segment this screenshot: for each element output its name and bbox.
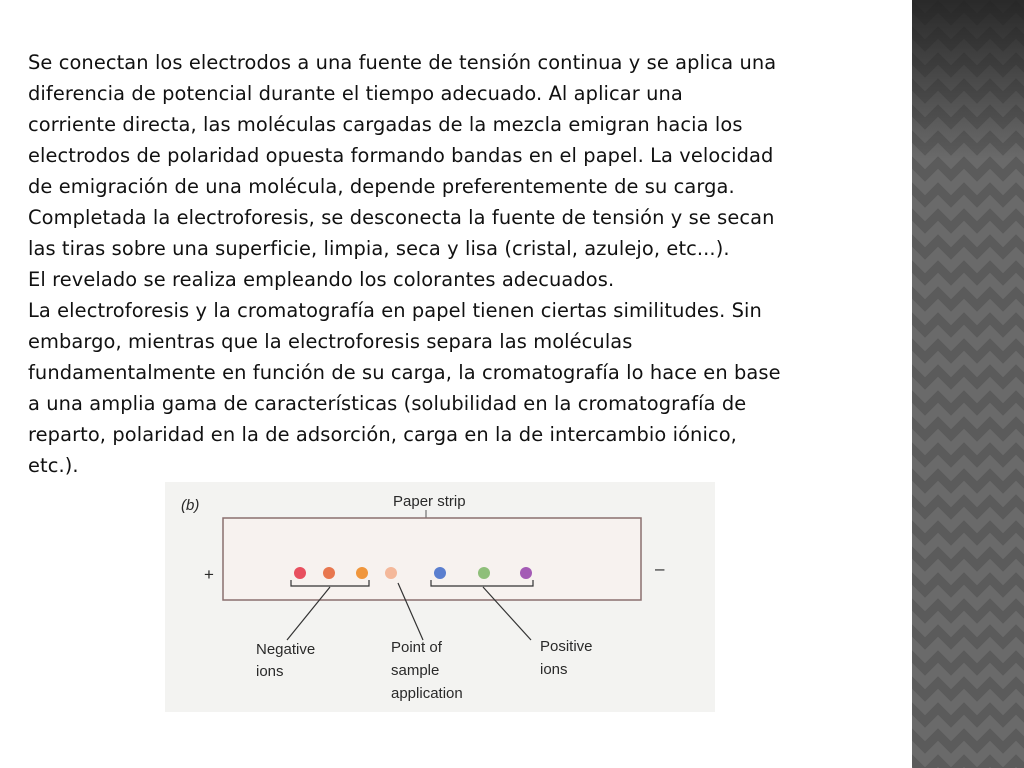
text-line: de emigración de una molécula, depende preferentemente de su carga. bbox=[28, 175, 735, 198]
text-line: electrodos de polaridad opuesta formando bandas en el papel. La velocidad bbox=[28, 144, 774, 167]
negative-ions-label-line2: ions bbox=[256, 663, 284, 680]
text-line: etc.). bbox=[28, 454, 79, 477]
text-line: La electroforesis y la cromatografía en papel tienen ciertas similitudes. Sin bbox=[28, 299, 762, 322]
decorative-side-pattern bbox=[912, 0, 1024, 768]
text-line: fundamentalmente en función de su carga, la cromatografía lo hace en base bbox=[28, 361, 781, 384]
text-line: Se conectan los electrodos a una fuente de tensión continua y se aplica una bbox=[28, 51, 777, 74]
negative-ion-dot-1 bbox=[294, 567, 306, 579]
sample-point-label-line2: sample bbox=[391, 662, 440, 679]
text-line: las tiras sobre una superficie, limpia, seca y lisa (cristal, azulejo, etc...). bbox=[28, 237, 730, 260]
sample-application-dot bbox=[385, 567, 397, 579]
text-line: reparto, polaridad en la de adsorción, carga en la de intercambio iónico, bbox=[28, 423, 737, 446]
negative-ions-label-line1: Negative bbox=[256, 641, 316, 658]
positive-ion-dot-2 bbox=[478, 567, 490, 579]
figure-panel-label: (b) bbox=[181, 497, 200, 514]
text-line: corriente directa, las moléculas cargadas de la mezcla emigran hacia los bbox=[28, 113, 743, 136]
paper-strip bbox=[223, 518, 641, 600]
text-line: a una amplia gama de características (solubilidad en la cromatografía de bbox=[28, 392, 747, 415]
text-line: embargo, mientras que la electroforesis separa las moléculas bbox=[28, 330, 633, 353]
text-line: diferencia de potencial durante el tiempo adecuado. Al aplicar una bbox=[28, 82, 683, 105]
negative-electrode-sign: – bbox=[655, 559, 665, 578]
text-line: Completada la electroforesis, se desconecta la fuente de tensión y se secan bbox=[28, 206, 775, 229]
positive-ion-dot-3 bbox=[520, 567, 532, 579]
sample-point-label-line3: application bbox=[391, 685, 463, 702]
positive-electrode-sign: + bbox=[204, 565, 214, 584]
negative-ion-dot-3 bbox=[356, 567, 368, 579]
positive-ions-label-line1: Positive bbox=[540, 638, 593, 655]
text-line: El revelado se realiza empleando los colorantes adecuados. bbox=[28, 268, 615, 291]
electrophoresis-figure bbox=[165, 482, 715, 712]
positive-ion-dot-1 bbox=[434, 567, 446, 579]
paper-strip-label: Paper strip bbox=[393, 493, 466, 510]
positive-ions-label-line2: ions bbox=[540, 661, 568, 678]
body-text bbox=[28, 47, 912, 481]
sample-point-label-line1: Point of bbox=[391, 639, 442, 656]
negative-ion-dot-2 bbox=[323, 567, 335, 579]
